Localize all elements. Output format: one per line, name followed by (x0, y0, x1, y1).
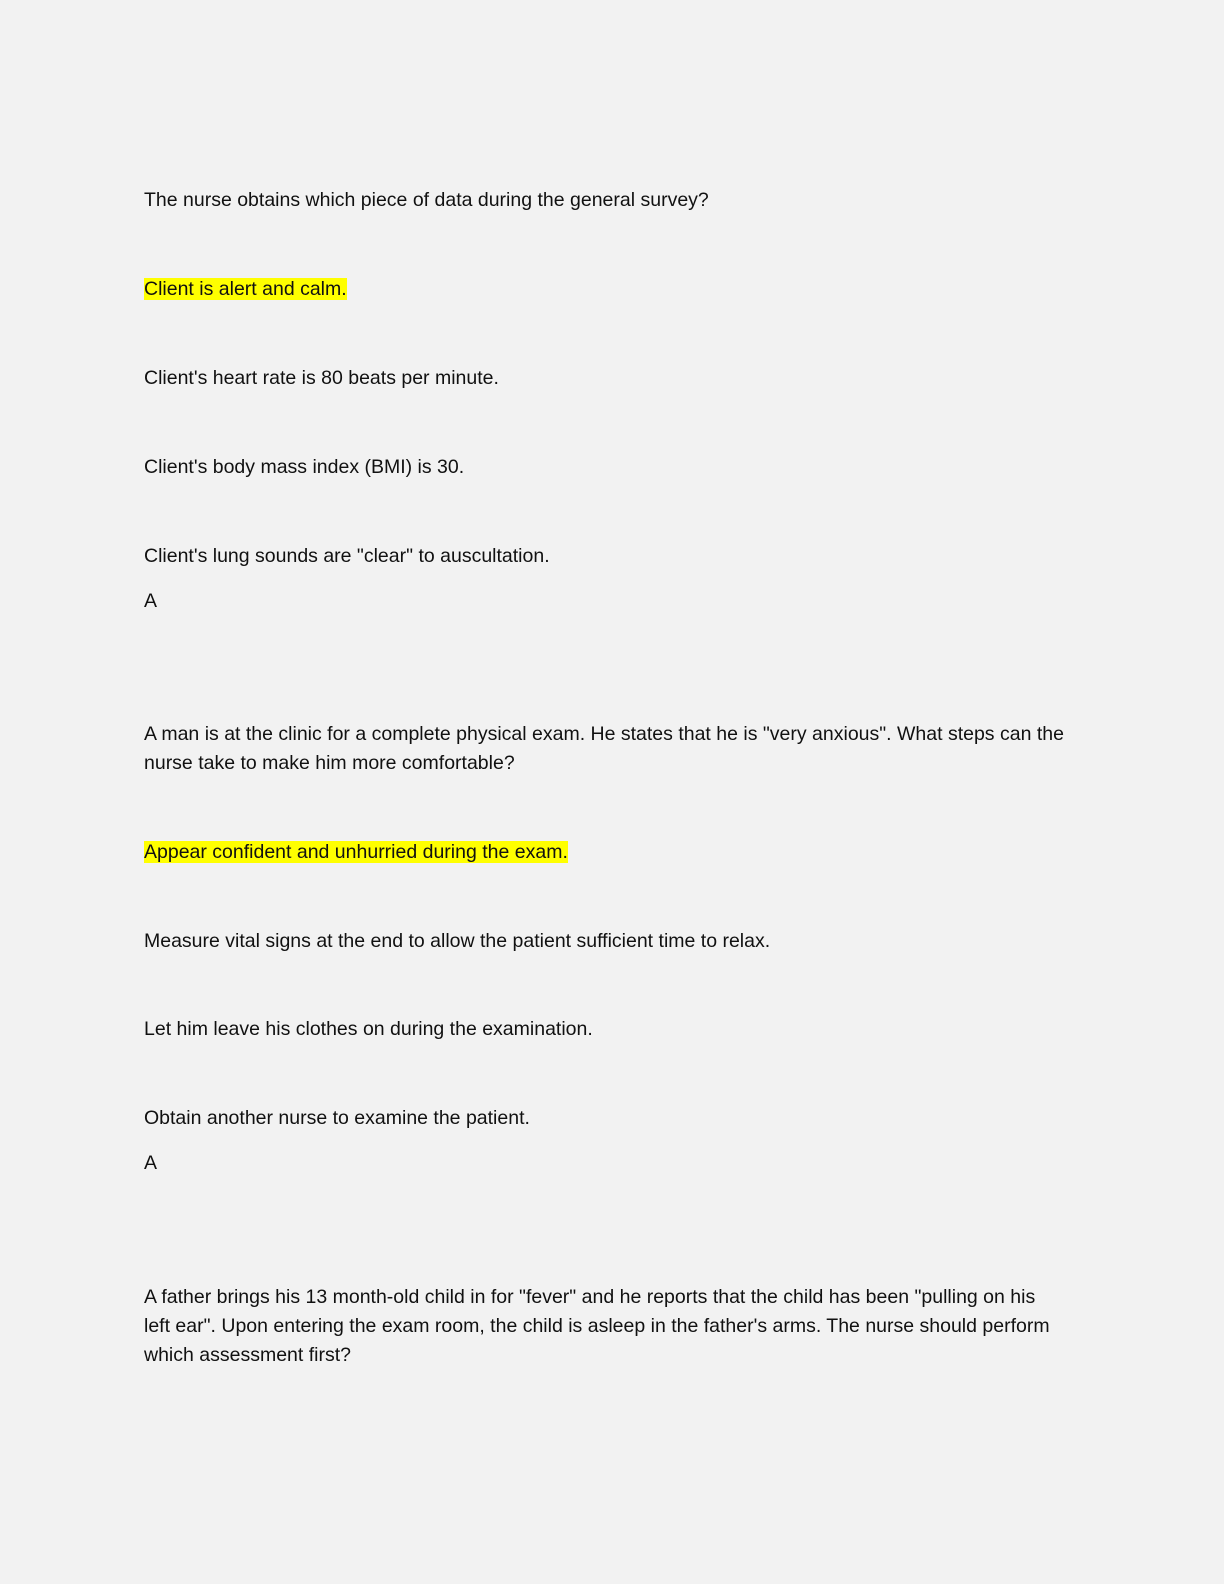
question-2-option-c: Let him leave his clothes on during the examination. (144, 1018, 593, 1040)
question-1-option-c: Client's body mass index (BMI) is 30. (144, 456, 465, 478)
question-2-option-d: Obtain another nurse to examine the patient. (144, 1107, 530, 1129)
question-1-prompt: The nurse obtains which piece of data during the general survey? (144, 189, 709, 211)
question-1-option-b: Client's heart rate is 80 beats per minute. (144, 367, 499, 389)
question-3-prompt: A father brings his 13 month-old child in for "fever" and he reports that the child has been "pulling on his left ear". Upon entering the exam room, the child is asleep in the father's arms. The nurse should perform which assessment first? (144, 1286, 1050, 1366)
question-1-option-d: Client's lung sounds are "clear" to auscultation. (144, 545, 550, 567)
question-2-option-a (144, 838, 568, 867)
question-2-prompt: A man is at the clinic for a complete physical exam. He states that he is "very anxious". What steps can the nurse take to make him more comfortable? (144, 723, 1064, 774)
question-2-answer: A (144, 1152, 158, 1174)
question-2-option-b: Measure vital signs at the end to allow the patient sufficient time to relax. (144, 930, 771, 952)
highlighted-answer: Appear confident and unhurried during the exam. (144, 841, 568, 863)
question-1-option-a (144, 275, 347, 304)
question-1-answer: A (144, 590, 158, 612)
highlighted-answer: Client is alert and calm. (144, 278, 347, 300)
